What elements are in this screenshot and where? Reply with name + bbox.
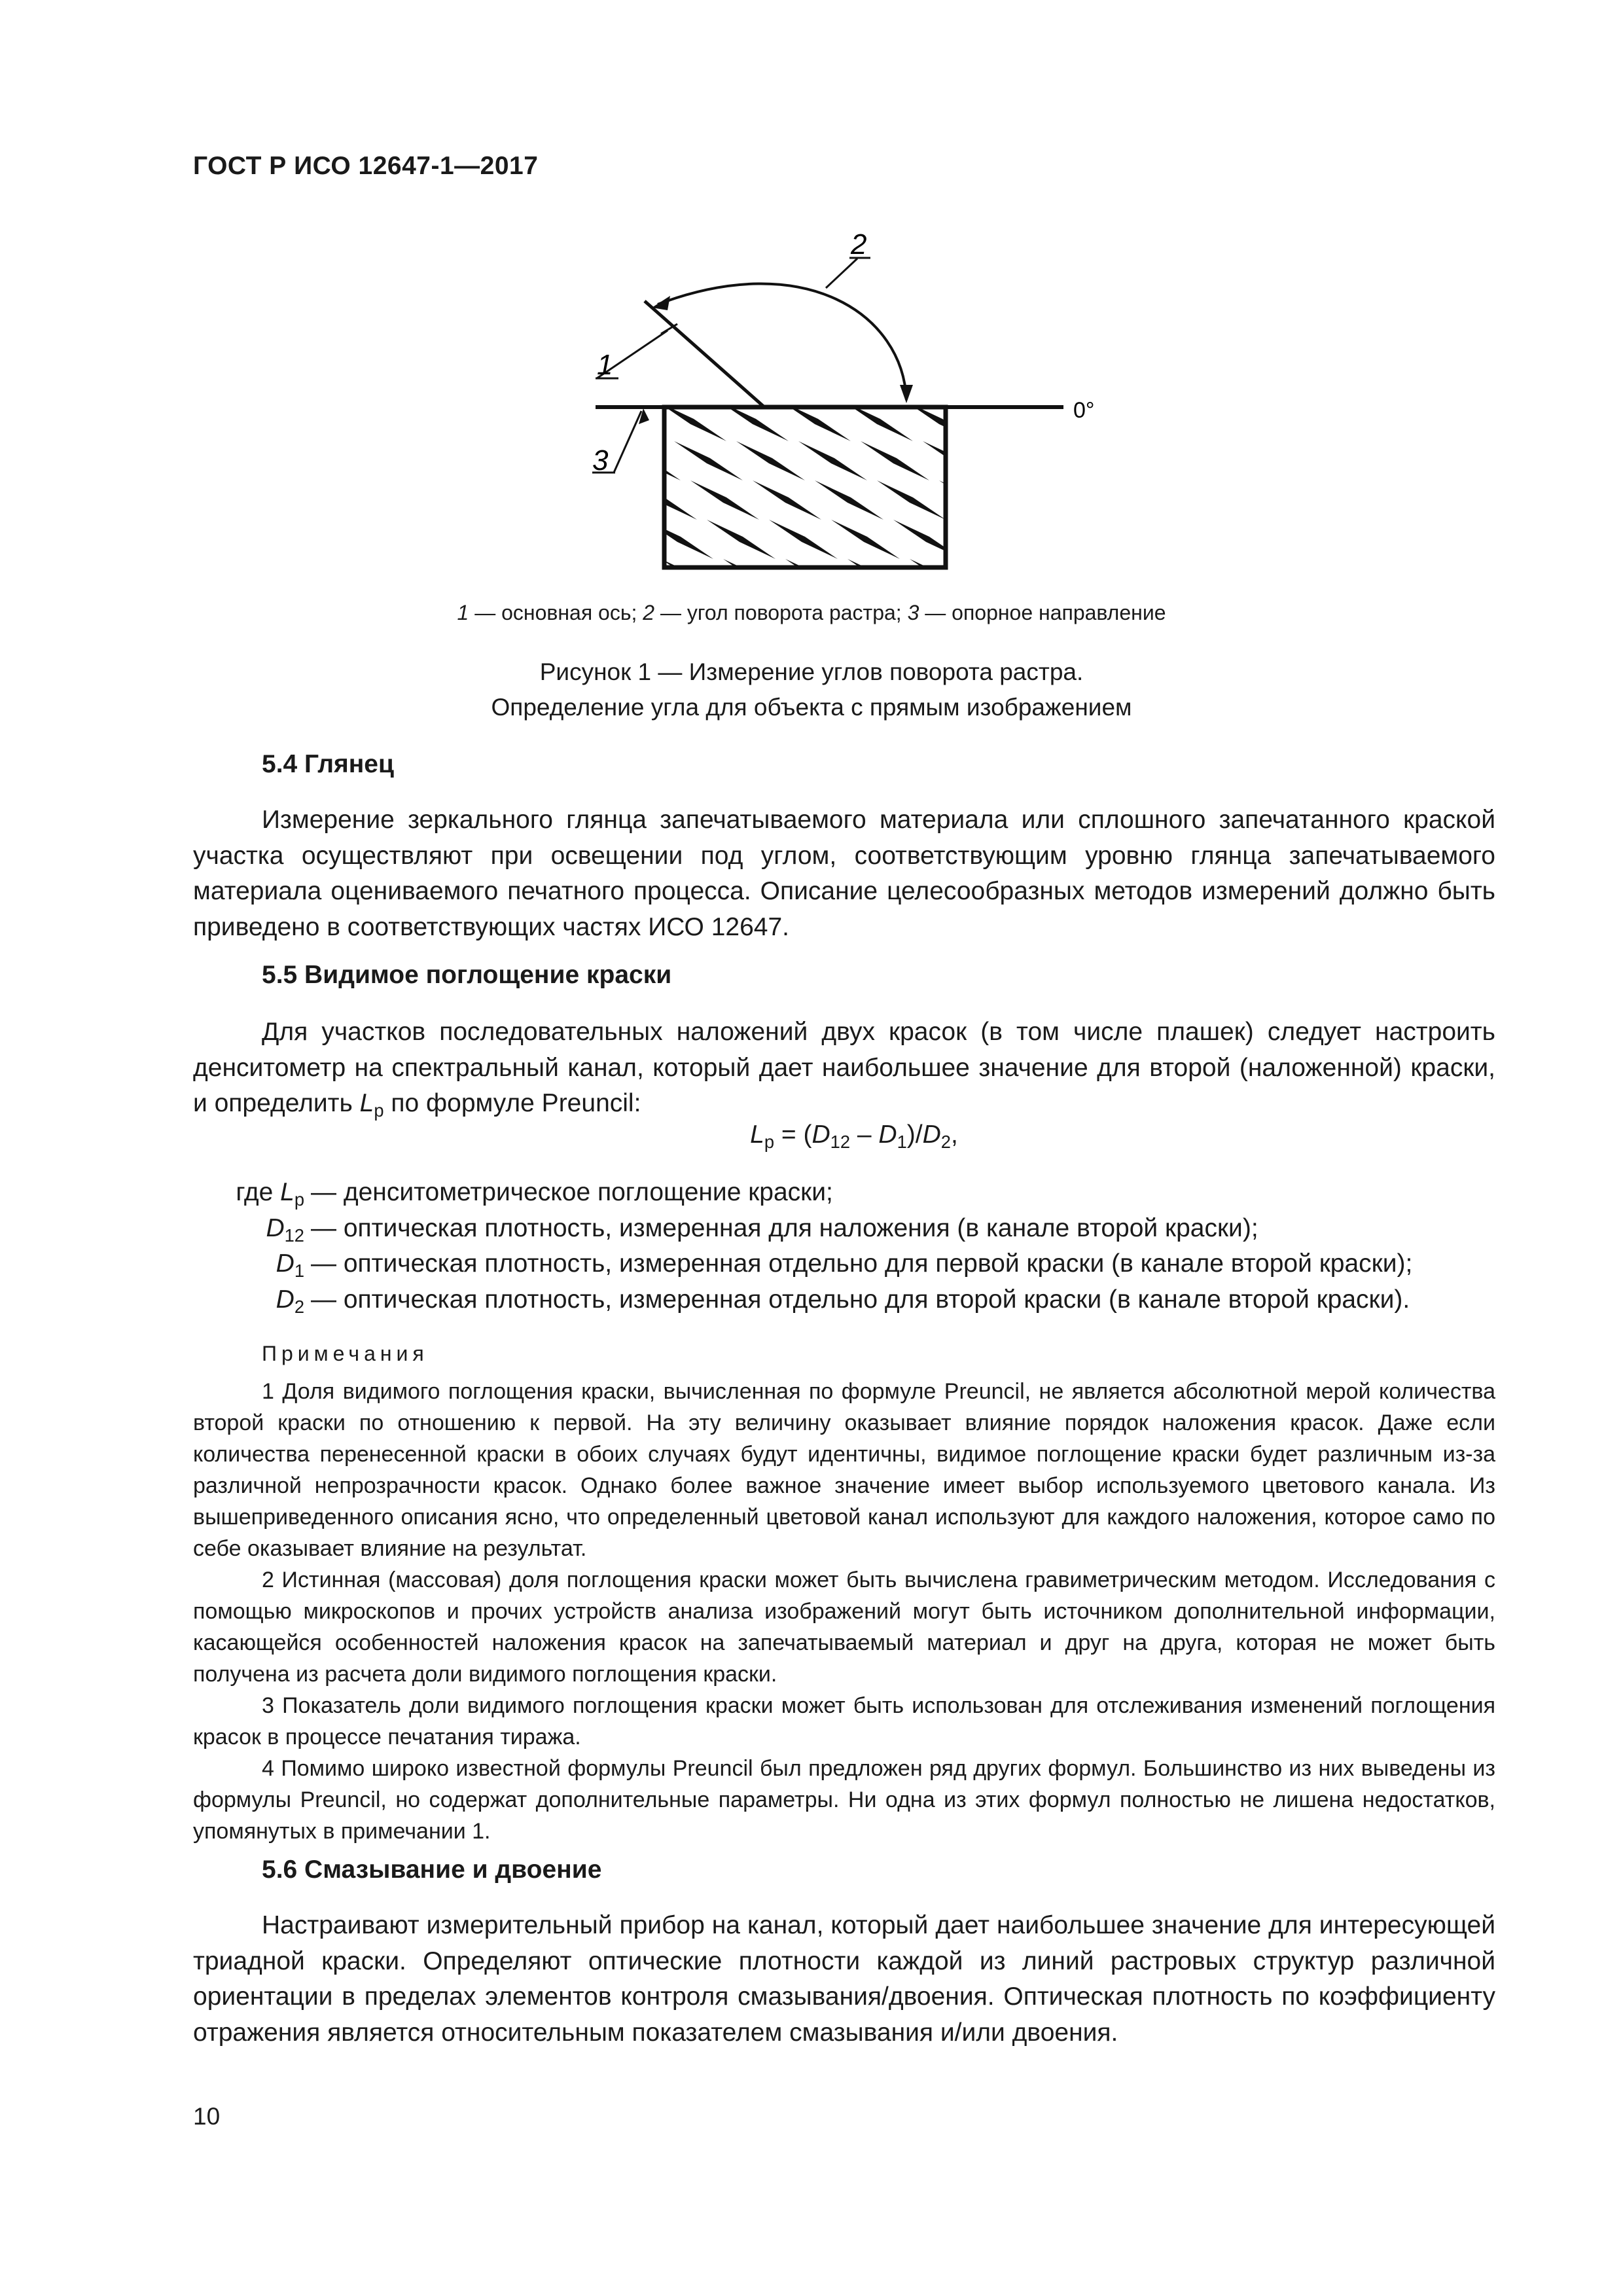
- halftone-dot: [861, 441, 929, 480]
- halftone-dot: [645, 520, 713, 559]
- section-5-5-heading: 5.5 Видимое поглощение краски: [262, 961, 672, 989]
- figure-label-1: 1: [597, 349, 613, 381]
- leader-3: [614, 411, 641, 473]
- section-5-6-heading: 5.6 Смазывание и двоение: [262, 1856, 602, 1884]
- figure-label-3: 3: [592, 444, 609, 476]
- halftone-dot: [599, 559, 668, 598]
- definition-row: $D_1$ — оптическая плотность, измеренная отдельно для первой краски (в канале второй краски);: [276, 1249, 1413, 1281]
- note-item: 1 Доля видимого поглощения краски, вычисленная по формуле Preuncil, не является абсолютной мерой количества второй краски по отношению к первой. На эту величину оказывает влияние порядок наложения красок. Даже если количества перенесенной краски в обоих случаях будут идентичны, видимое поглощение краски будет различным из-за различной непрозрачности красок. Однако более важное значение имеет выбор используемого цветового канала. Из вышеприведенного описания ясно, что определенный цветовой канал используют для каждого наложения, которое само по себе оказывает влияние на результат.: [193, 1379, 1495, 1561]
- section-5-4-text: Измерение зеркального глянца запечатываемого материала или сплошного запечатанного краской участка осуществляют при освещении под углом, соответствующим уровню глянца запечатываемого материала оцениваемого печатного процесса. Описание целесообразных методов измерений должно быть приведено в соответствующих частях ИСО 12647.: [193, 806, 1495, 941]
- halftone-dot: [936, 323, 1005, 363]
- halftone-dot: [661, 559, 730, 598]
- formula-definitions: [193, 1175, 1412, 1318]
- halftone-dot: [579, 363, 648, 402]
- halftone-dot: [877, 480, 946, 520]
- document-header: ГОСТ Р ИСО 12647-1—2017: [193, 152, 539, 180]
- halftone-dot: [847, 559, 916, 598]
- halftone-dot: [641, 363, 710, 402]
- halftone-dot: [815, 480, 883, 520]
- note-item: 2 Истинная (массовая) доля поглощения краски может быть вычислена гравиметрическим методом. Исследования с помощью микроскопов и прочих устройств анализа изображений могут быть источником дополнительной информации, касающейся особенностей наложения красок на запечатываемый материал и друг на друга, которая не может быть получена из расчета доли видимого поглощения краски.: [193, 1568, 1495, 1687]
- notes-title: Примечания: [262, 1342, 429, 1365]
- halftone-dot: [831, 520, 900, 559]
- halftone-dot: [723, 559, 792, 598]
- halftone-dot: [828, 363, 897, 402]
- halftone-dot: [893, 520, 962, 559]
- halftone-dot: [955, 520, 1024, 559]
- halftone-dot: [1080, 520, 1149, 559]
- definition-row: $D_{12}$ — оптическая плотность, измеренная для наложения (в канале второй краски);: [266, 1213, 1258, 1246]
- preuncil-formula: $L_p = (D_{12} - D_1)/D_2$,: [750, 1121, 958, 1152]
- halftone-dot: [766, 363, 834, 402]
- halftone-dot: [687, 323, 756, 363]
- halftone-dot: [612, 441, 681, 480]
- halftone-dot: [812, 323, 880, 363]
- figure-label-2: 2: [851, 228, 867, 260]
- halftone-dot: [1014, 363, 1083, 402]
- figure-caption: Рисунок 1 — Измерение углов поворота растра. Определение угла для объекта с прямым изображением: [491, 658, 1132, 721]
- section-5-5-text: Для участков последовательных наложений двух красок (в том числе плашек) следует настроить денситометр на спектральный канал, который дает наибольшее значение для второй (наложенной) краски, и определить $L_p$ по формуле Preuncil:: [193, 1018, 1495, 1121]
- angle-arc: [658, 284, 906, 400]
- halftone-dot: [1047, 441, 1116, 480]
- halftone-dot: [707, 520, 776, 559]
- notes-list: [193, 1376, 1495, 1847]
- halftone-dot: [1096, 559, 1165, 598]
- halftone-dot: [874, 323, 942, 363]
- halftone-dot: [674, 441, 743, 480]
- halftone-dot: [749, 323, 818, 363]
- definition-row: $D_2$ — оптическая плотность, измеренная отдельно для второй краски (в канале второй краски).: [276, 1285, 1410, 1317]
- arc-arrow-head-lower: [900, 385, 913, 403]
- halftone-dot: [1063, 480, 1132, 520]
- zero-degree-label: 0°: [1073, 398, 1095, 423]
- halftone-dot: [582, 520, 651, 559]
- leader-2: [826, 259, 857, 288]
- halftone-dot: [785, 559, 854, 598]
- halftone-dot: [625, 323, 694, 363]
- halftone-dot: [985, 441, 1054, 480]
- section-5-6-text: Настраивают измерительный прибор на канал, который дает наибольшее значение для интересующей триадной краски. Определяют оптические плотности каждой из линий растровых структур различной ориентации в пределах элементов контроля смазывания/двоения. Оптическая плотность по коэффициенту отражения является относительным показателем смазывания и/или двоения.: [193, 1911, 1495, 2047]
- halftone-dot: [923, 441, 991, 480]
- definition-row: где $L_p$ — денситометрическое поглощение краски;: [236, 1178, 833, 1210]
- halftone-dot: [1001, 480, 1070, 520]
- note-item: 3 Показатель доли видимого поглощения краски может быть использован для отслеживания изменений поглощения красок в процессе печатания тиража.: [193, 1693, 1495, 1749]
- halftone-dot: [998, 323, 1067, 363]
- note-item: 4 Помимо широко известной формулы Preuncil был предложен ряд других формул. Большинство из них выведены из формулы Preuncil, но содержат дополнительные параметры. Ни одна из этих формул полностью не лишена недостатков, упомянутых в примечании 1.: [193, 1756, 1496, 1844]
- halftone-dot: [939, 480, 1008, 520]
- halftone-dot: [736, 441, 805, 480]
- halftone-dot: [1018, 520, 1086, 559]
- main-axis-line: [645, 301, 764, 407]
- halftone-dot: [690, 480, 759, 520]
- section-5-4-heading: 5.4 Глянец: [262, 750, 394, 778]
- screen-angle-figure: [576, 209, 1165, 602]
- halftone-dot: [1034, 559, 1103, 598]
- halftone-dot: [798, 441, 867, 480]
- page-number: 10: [193, 2103, 221, 2130]
- halftone-dot: [576, 480, 635, 520]
- halftone-dot: [576, 363, 586, 402]
- figure-legend: 1 — основная ось; 2 — угол поворота растра; 3 — опорное направление: [457, 601, 1166, 624]
- halftone-dot: [753, 480, 821, 520]
- halftone-dot: [952, 363, 1021, 402]
- halftone-dot: [972, 559, 1041, 598]
- halftone-dot: [769, 520, 838, 559]
